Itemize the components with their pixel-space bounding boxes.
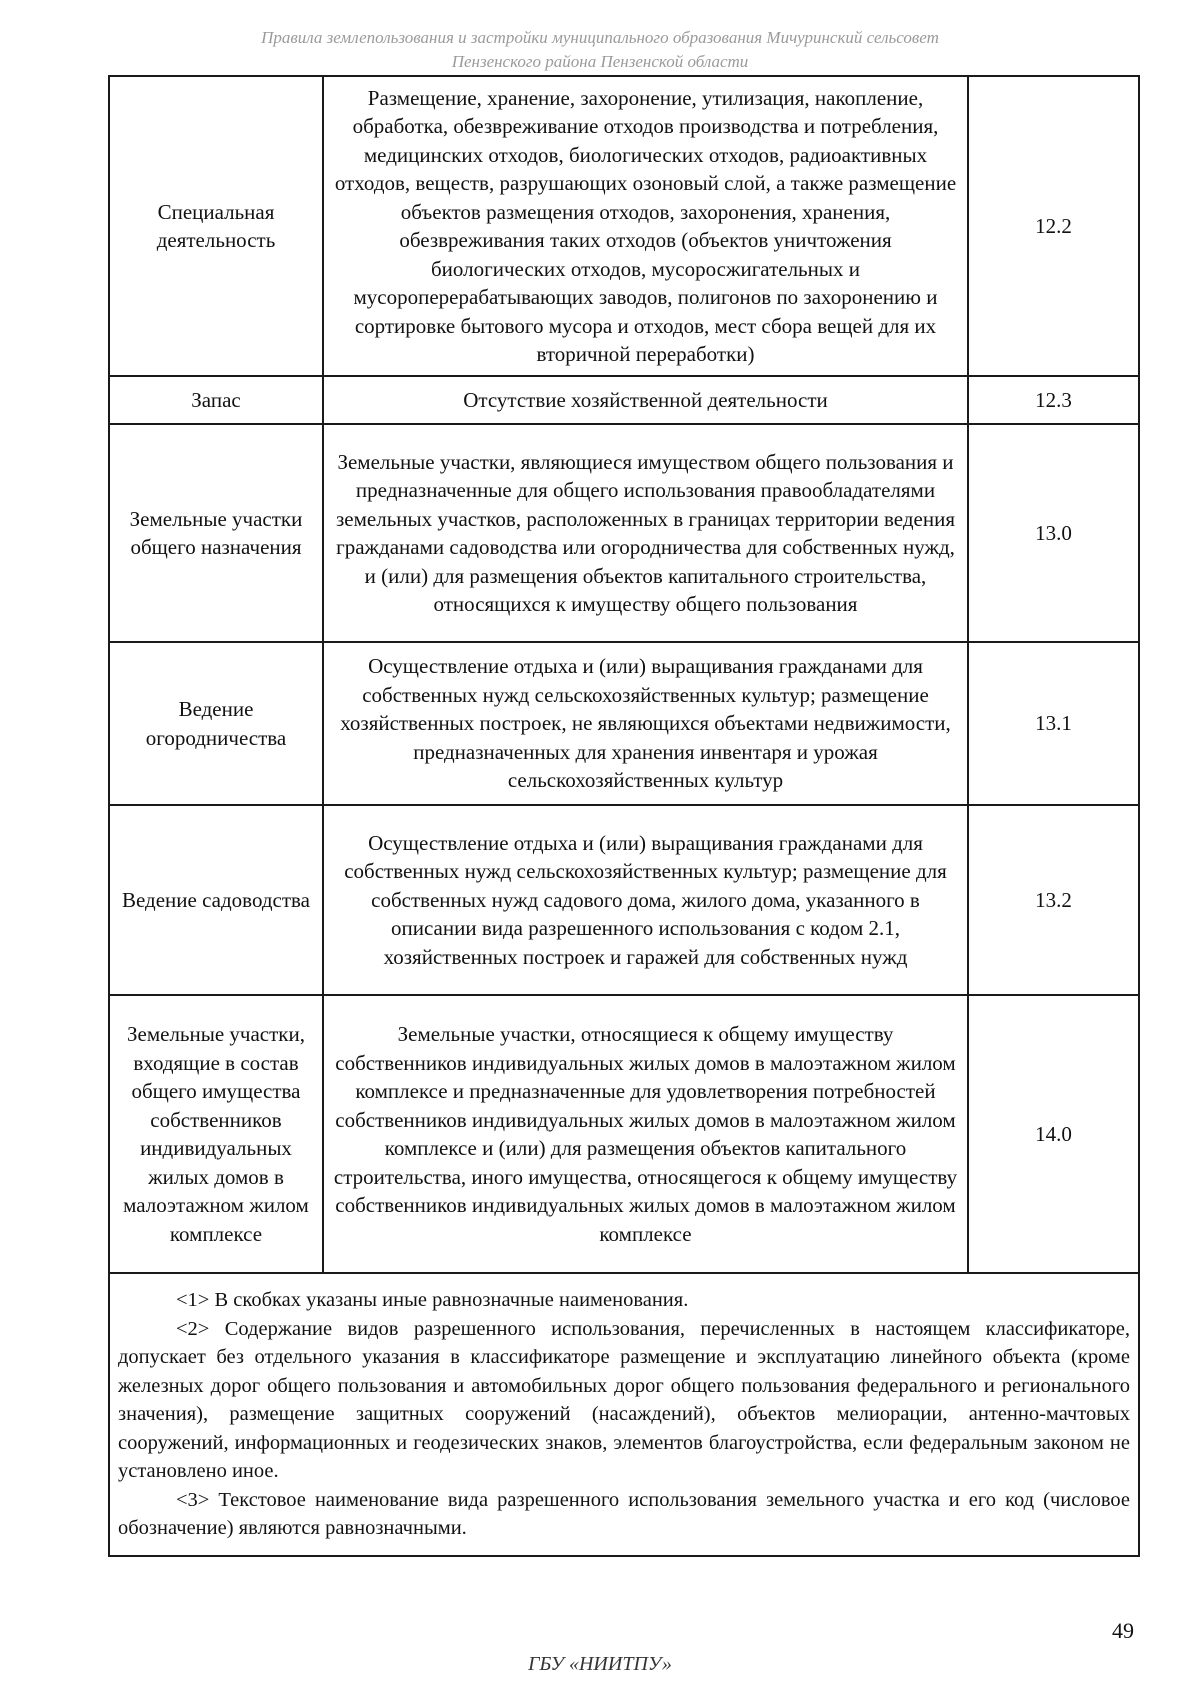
row-description-cell: Осуществление отдыха и (или) выращивания гражданами для собственных нужд сельскохозяйственных культур; размещение для собственных нужд садового дома, жилого дома, указанного в описании вида разрешенного использования с кодом 2.1, хозяйственных построек и гаражей для собственных нужд [323, 805, 968, 995]
row-code-cell: 14.0 [968, 995, 1139, 1273]
row-description-cell: Осуществление отдыха и (или) выращивания гражданами для собственных нужд сельскохозяйственных культур; размещение хозяйственных построек, не являющихся объектами недвижимости, предназначенных для хранения инвентаря и урожая сельскохозяйственных культур [323, 642, 968, 805]
table-row [109, 424, 1139, 642]
footer-organization: ГБУ «НИИТПУ» [528, 1653, 672, 1675]
table-row [109, 76, 1139, 376]
row-name-cell: Запас [109, 376, 323, 424]
row-name-cell: Ведение садоводства [109, 805, 323, 995]
row-description-cell: Размещение, хранение, захоронение, утилизация, накопление, обработка, обезвреживание отходов производства и потребления, медицинских отходов, биологических отходов, радиоактивных отходов, веществ, разрушающих озоновый слой, а также размещение объектов размещения отходов, захоронения, хранения, обезвреживания таких отходов (объектов уничтожения биологических отходов, мусоросжигательных и мусороперерабатывающих заводов, полигонов по захоронению и сортировке бытового мусора и отходов, мест сбора вещей для их вторичной переработки) [323, 76, 968, 376]
table-row [109, 995, 1139, 1273]
row-name-cell: Ведение огородничества [109, 642, 323, 805]
notes-cell [109, 1273, 1139, 1556]
row-code-cell: 12.2 [968, 76, 1139, 376]
row-name-cell: Земельные участки, входящие в состав общего имущества собственников индивидуальных жилых домов в малоэтажном жилом комплексе [109, 995, 323, 1273]
notes-row [109, 1273, 1139, 1556]
row-code-cell: 13.2 [968, 805, 1139, 995]
note-3: <3> Текстовое наименование вида разрешенного использования земельного участка и его код (числовое обозначение) являются равнозначными. [118, 1488, 1130, 1539]
row-code-cell: 13.0 [968, 424, 1139, 642]
row-code-cell: 13.1 [968, 642, 1139, 805]
row-description-cell: Отсутствие хозяйственной деятельности [323, 376, 968, 424]
land-use-table [108, 75, 1140, 1557]
table-row [109, 376, 1139, 424]
header-line-1: Правила землепользования и застройки муниципального образования Мичуринский сельсовет [261, 28, 939, 47]
table-row [109, 642, 1139, 805]
row-code-cell: 12.3 [968, 376, 1139, 424]
running-header [0, 26, 1200, 74]
row-description-cell: Земельные участки, являющиеся имуществом общего пользования и предназначенные для общего использования правообладателями земельных участков, расположенных в границах территории ведения гражданами садоводства или огородничества для собственных нужд, и (или) для размещения объектов капитального строительства, относящихся к имуществу общего пользования [323, 424, 968, 642]
row-description-cell: Земельные участки, относящиеся к общему имуществу собственников индивидуальных жилых домов в малоэтажном жилом комплексе и предназначенные для удовлетворения потребностей собственников индивидуальных жилых домов в малоэтажном жилом комплексе и (или) для размещения объектов капитального строительства, иного имущества, относящегося к общему имуществу собственников индивидуальных жилых домов в малоэтажном жилом комплексе [323, 995, 968, 1273]
note-1: <1> В скобках указаны иные равнозначные наименования. [176, 1289, 689, 1311]
header-line-2: Пензенского района Пензенской области [451, 52, 749, 71]
table-row [109, 805, 1139, 995]
row-name-cell: Специальная деятельность [109, 76, 323, 376]
row-name-cell: Земельные участки общего назначения [109, 424, 323, 642]
note-2: <2> Содержание видов разрешенного использования, перечисленных в настоящем классификаторе, допускает без отдельного указания в классификаторе размещение и эксплуатацию линейного объекта (кроме железных дорог общего пользования и автомобильных дорог общего пользования федерального и регионального значения), размещение защитных сооружений (насаждений), объектов мелиорации, антенно-мачтовых сооружений, информационных и геодезических знаков, элементов благоустройства, если федеральным законом не установлено иное. [118, 1317, 1130, 1482]
page-number: 49 [1112, 1618, 1134, 1643]
